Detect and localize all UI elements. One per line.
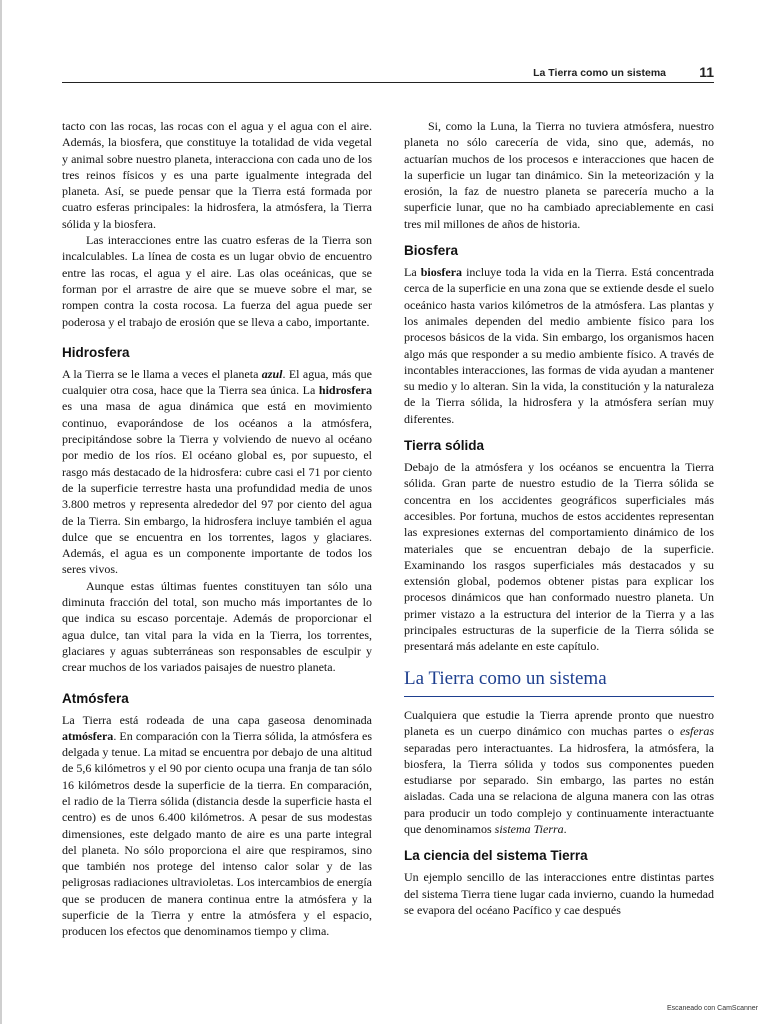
body-paragraph: Las interacciones entre las cuatro esferas de la Tierra son incalculables. La línea de costa es un lugar obvio de encuentro entre las rocas, el agua y el aire. Las olas oceánicas, que se forman por el arrastre de aire que se mueve sobre el mar, se rompen contra la costa rocosa. La fuerza del agua puede ser poderosa y el trabajo de erosión que se lleva a cabo, importante. xyxy=(62,233,372,329)
running-header-title: La Tierra como un sistema xyxy=(533,67,666,79)
biosfera-paragraph: La biosfera incluye toda la vida en la Tierra. Está concentrada cerca de la superficie en una zona que se extiende desde el suelo oceánico hasta varios kilómetros de la atmósfera. Las plantas y los animales dependen del medio ambiente físico para los procesos básicos de la vida. Sin embargo, los organismos hacen algo más que responder a su medio ambiente físico. A través de incontables interacciones, las formas de vida ayudan a mantener su medio y lo alteran. Sin la vida, la constitución y la naturaleza de la Tierra sólida, la hidrosfera y la atmósfera serían muy diferentes. xyxy=(404,265,715,426)
bold-term: hidrosfera xyxy=(318,383,372,398)
sistema-paragraph: Cualquiera que estudie la Tierra aprende pronto que nuestro planeta es un cuerpo dinámico con muchas partes o esferas separadas pero interactuantes. La hidrosfera, la atmósfera, la biosfera, la Tierra sólida y todos sus componentes pueden estudiarse por separado. Sin embargo, las partes no están aisladas. Cada una se relaciona de alguna manera con las otras para producir un todo complejo y continuamente interactuante que denominamos sistema Tierra. xyxy=(404,707,714,836)
heading-hidrosfera: Hidrosfera xyxy=(62,344,130,360)
heading-biosfera: Biosfera xyxy=(404,243,459,259)
running-header xyxy=(62,66,714,83)
page-number: 11 xyxy=(699,64,714,80)
hidrosfera-paragraph: A la Tierra se le llama a veces el planeta azul. El agua, más que cualquier otra cosa, hace que la Tierra sea única. La hidrosfera es una masa de agua dinámica que está en movimiento continuo, evaporándose de los océanos a la atmósfera, precipitándose sobre la Tierra y volviendo de nuevo al océano por medio de los ríos. El océano global es, por supuesto, el rasgo más destacado de la hidrosfera: cubre casi el 71 por ciento de la superficie terrestre hasta una profundidad media de unos 3.800 metros y representa alrededor del 97 por ciento del agua de la Tierra. Sin embargo, la hidrosfera incluye también el agua dulce que se encuentra en los torrentes, lagos y glaciares. Además, el agua es un componente importante de todos los seres vivos. xyxy=(62,366,372,577)
section-heading: La Tierra como un sistema xyxy=(404,667,607,689)
heading-ciencia: La ciencia del sistema Tierra xyxy=(404,848,588,864)
heading-atmosfera: Atmósfera xyxy=(62,690,129,706)
body-paragraph: Si, como la Luna, la Tierra no tuviera atmósfera, nuestro planeta no sólo carecería de vida, sino que, además, no actuarían muchos de los procesos e interacciones que hacen de la superficie un lugar tan dinámico. Sin la meteorización y la erosión, la faz de nuestro planeta se parecería mucho a la superficie lunar, que no ha cambiado apreciablemente en casi tres mil millones de años de historia. xyxy=(404,119,714,231)
section-rule xyxy=(404,696,714,697)
atmosfera-paragraph: La Tierra está rodeada de una capa gaseosa denominada atmósfera. En comparación con la Tierra sólida, la atmósfera es delgada y tenue. La mitad se encuentra por debajo de una altitud de 5,6 kilómetros y el 90 por ciento ocupa una franja de tan sólo 16 kilómetros desde la superficie de la tierra. En comparación, el radio de la Tierra sólida (distancia desde la superficie hasta el centro) es de unos 6.400 kilómetros. A pesar de sus modestas dimensiones, este delgado manto de aire es una parte integral del planeta. No sólo proporciona el aire que respiramos, sino que también nos protege del intenso calor solar y de las peligrosas radiaciones ultravioletas. Los intercambios de energía que se producen de manera continua entre la atmósfera y la superficie de la Tierra y entre la atmósfera y el espacio, producen los efectos que denominamos tiempo y clima. xyxy=(62,712,373,939)
bold-term: biosfera xyxy=(420,265,463,280)
right-column xyxy=(404,118,714,918)
bold-term: atmósfera xyxy=(62,728,114,743)
body-paragraph: Debajo de la atmósfera y los océanos se encuentra la Tierra sólida. Gran parte de nuestro estudio de la Tierra sólida se concentra en los accidentes geográficos superficiales más accesibles. Por fortuna, muchos de estos accidentes representan las expresiones externas del comportamiento dinámico de los materiales que se encuentran debajo de la superficie. Examinando los rasgos superficiales más destacados y su extensión global, podemos obtener pistas para explicar los procesos dinámicos que han conformado nuestro planeta. Un primer vistazo a la estructura del interior de la Tierra y a las principales estructuras de la superficie de la Tierra sólida se presentará más adelante en este capítulo. xyxy=(404,460,714,654)
italic-term: esferas xyxy=(680,724,714,739)
italic-term: sistema Tierra xyxy=(494,821,564,836)
italic-term: azul xyxy=(261,366,283,381)
body-paragraph: tacto con las rocas, las rocas con el agua y el agua con el aire. Además, la biosfera, que constituye la totalidad de vida vegetal y animal sobre nuestro planeta, interacciona con cada uno de los tres reinos físicos y es una parte igualmente integrada del planeta. Así, se puede pensar que la Tierra está formada por cuatro esferas principales: la hidrosfera, la atmósfera, la Tierra sólida y la biosfera. xyxy=(62,119,372,231)
scanner-watermark: Escaneado con CamScanner xyxy=(666,1005,758,1012)
page-edge xyxy=(0,0,2,1024)
body-paragraph: Un ejemplo sencillo de las interacciones entre distintas partes del sistema Tierra tiene lugar cada invierno, cuando la humedad se evapora del océano Pacífico y cae después xyxy=(404,870,714,917)
left-column xyxy=(62,118,372,940)
body-paragraph: Aunque estas últimas fuentes constituyen tan sólo una diminuta fracción del total, son mucho más importantes de lo que indica su escaso porcentaje. Además de proporcionar el agua dulce, tan vital para la vida en la Tierra, los torrentes, glaciares y aguas subterráneas son responsables de esculpir y crear muchos de los variados paisajes de nuestro planeta. xyxy=(62,578,372,675)
heading-tierra-solida: Tierra sólida xyxy=(404,438,485,454)
